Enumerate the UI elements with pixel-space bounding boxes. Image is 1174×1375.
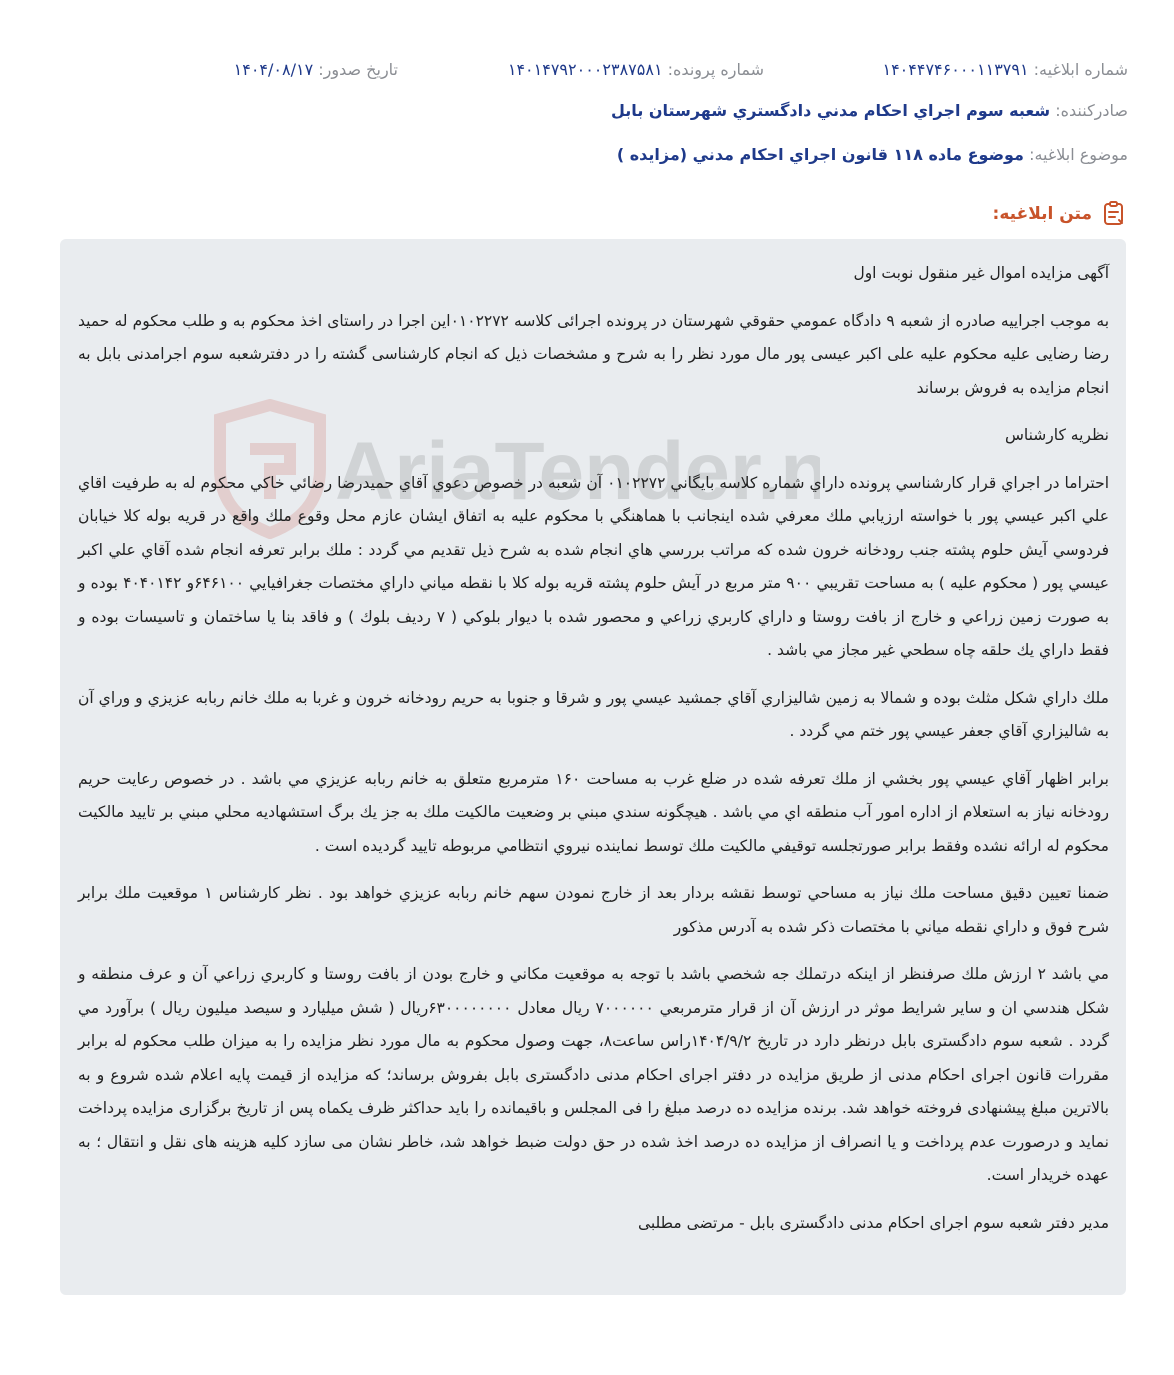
subject-row <box>46 143 1128 167</box>
paragraph-heading: آگهی مزایده اموال غیر منقول نوبت اول <box>853 264 1109 282</box>
issue-date-value: ۱۴۰۴/۰۸/۱۷ <box>233 60 314 79</box>
case-number-label: شماره پرونده: <box>667 60 764 79</box>
subject-label: موضوع ابلاغیه: <box>1029 145 1128 164</box>
notice-number <box>882 58 1128 82</box>
notice-body-title-label: متن ابلاغیه: <box>992 204 1092 224</box>
paragraph-expert-heading: نظریه کارشناس <box>1004 426 1109 444</box>
notice-number-label: شماره ابلاغیه: <box>1033 60 1128 79</box>
issuer-label: صادرکننده: <box>1055 101 1128 120</box>
case-number-value: ۱۴۰۱۴۷۹۲۰۰۰۲۳۸۷۵۸۱ <box>507 60 663 79</box>
notice-body-content <box>60 239 1126 1295</box>
issue-date-label: تاریخ صدور: <box>318 60 398 79</box>
paragraph-expert-report: احتراما در اجراي قرار كارشناسي پرونده داراي شماره كلاسه بايگاني ۰۱۰۲۲۷۲ آن شعبه در خصوص دعوي آقاي حميدرضا رضائي خاكي محكوم له به طرفيت اقاي علي اكبر عيسي پور با خواسته ارزيابي ملك معرفي شده اينجانب با هماهنگي با محكوم عليه به اتفاق ايشان عازم محل وقوع ملك واقع در قريه بوله كلا خيابان فردوسي آيش حلوم پشته جنب رودخانه خرون شده كه مراتب بررسي هاي انجام شده به شرح ذيل تقديم مي گردد : ملك برابر تعرفه انجام شده آقاي علي اكبر عيسي پور ( محكوم عليه ) به مساحت تقريبي ۹۰۰ متر مربع در آيش حلوم پشته قريه بوله كلا با نقطه مياني داراي مختصات جغرافيايي ۶۴۶۱۰۰و ۴۰۴۰۱۴۲ بوده و به صورت زمين زراعي و خارج از بافت روستا و داراي كاربري زراعي و محصور شده با ديوار بلوكي ( ۷ رديف بلوك ) و فاقد بنا يا ساختمان و تاسيسات بوده و فقط داراي يك حلقه چاه سطحي غير مجاز مي باشد . <box>78 473 1110 659</box>
subject-value: موضوع ماده ۱۱۸ قانون اجراي احكام مدني (مزايده ) <box>616 145 1024 164</box>
paragraph-survey: ضمنا تعيين دقيق مساحت ملك نياز به مساحي توسط نقشه بردار بعد از خارج نمودن سهم خانم ربابه عزيزي خواهد بود . نظر كارشناس ۱ موقعيت ملك برابر شرح فوق و داراي نقطه مياني با مختصات ذكر شده به آدرس مذكور <box>78 884 1109 936</box>
watermark-text: AriaTender.n <box>335 426 820 517</box>
paragraph-ownership: برابر اظهار آقاي عيسي پور بخشي از ملك تعرفه شده در ضلع غرب به مساحت ۱۶۰ مترمربع متعلق به خانم ربابه عزيزي مي باشد . در خصوص رعايت حريم رودخانه نياز به استعلام از اداره امور آب منطقه اي مي باشد . هيچگونه سندي مبني بر وضعيت مالكيت ملك به جز يك برگ استشهاديه محلي مبني بر تاييد مالكيت محكوم له ارائه نشده وفقط برابر صورتجلسه توقيفي مالكيت ملك توسط نماينده نيروي انتظامي مربوطه تاييد گرديده است . <box>78 769 1110 855</box>
issuer-row <box>46 99 1128 123</box>
header-meta-row <box>46 58 1128 82</box>
case-number <box>508 58 764 82</box>
issuer-value: شعبه سوم اجراي احكام مدني دادگستري شهرستان بابل <box>611 101 1051 120</box>
document-icon <box>1100 200 1128 228</box>
paragraph-signature: مدیر دفتر شعبه سوم اجرای احکام مدنی دادگستری بابل - مرتضی مطلبی <box>637 1213 1109 1232</box>
notice-body-title <box>993 200 1128 228</box>
issue-date <box>234 58 398 82</box>
paragraph-boundaries: ملك داراي شكل مثلث بوده و شمالا به زمين شاليزاري آقاي جمشيد عيسي پور و شرقا و جنوبا به حريم رودخانه خرون و غربا به ملك خانم ربابه عزيزي و وراي آن به شاليزاري آقاي جعفر عيسي پور ختم مي گردد . <box>78 688 1109 740</box>
paragraph-intro: به موجب اجراییه صادره از شعبه ۹ دادگاه عمومي حقوقي شهرستان در پرونده اجرائی کلاسه ۰۱۰۲۲۷۲این اجرا در راستای اخذ محکوم به و طلب محکوم له حمید رضا رضایی علیه محکوم علیه علی اکبر عیسی پور مال مورد نظر را به شرح و مشخصات ذیل که انجام کارشناسی گشته را در دفترشعبه سوم اجرامدنی بابل به انجام مزایده به فروش برساند <box>78 311 1110 397</box>
paragraph-valuation-auction: مي باشد ۲ ارزش ملك صرفنظر از اينكه درتملك جه شخصي باشد با توجه به موقعيت مكاني و خارج بودن از بافت روستا و كاربري زراعي آن و عرف منطقه و شكل هندسي ان و ساير شرايط موثر در ارزش آن از قرار مترمربعي ۷۰۰۰۰۰۰ ريال معادل ۶۳۰۰۰۰۰۰۰۰ريال ( شش ميليارد و سيصد ميليون ريال ) برآورد مي گردد . شعبه سوم دادگستری بابل درنظر دارد در تاریخ ۱۴۰۴/۹/۲راس ساعت۸، جهت وصول محکوم به مال مورد نظر مزایده را به میزان طلب محکوم له برابر مقررات قانون اجرای احکام مدنی از طریق مزایده در دفتر اجرای احکام مدنی دادگستری بابل بفروش برساند؛ که مزایده از قیمت پایه اعلام شده شروع و به بالاترین مبلغ پیشنهادی فروخته خواهد شد. برنده مزایده ده درصد مبلغ را فی المجلس و باقیمانده را باید حداکثر ظرف یکماه پس از تاریخ برگزاری مزایده پرداخت نماید و درصورت عدم پرداخت و یا انصراف از مزایده ده درصد اخذ شده در حق دولت ضبط خواهد شد، خاطر نشان می سازد کلیه هزینه های نقل و انتقال ؛ به عهده خریدار است. <box>78 965 1109 1184</box>
notice-number-value: ۱۴۰۴۴۷۴۶۰۰۰۱۱۳۷۹۱ <box>882 60 1029 79</box>
